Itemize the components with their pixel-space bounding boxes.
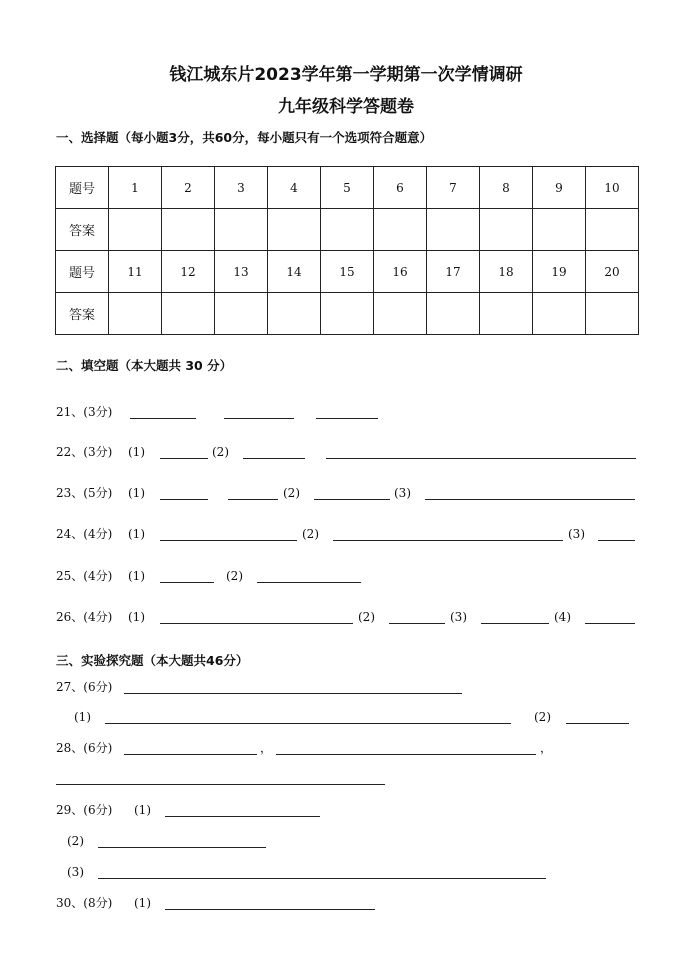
answer-cell[interactable] <box>427 209 480 251</box>
q25-blank-2[interactable] <box>257 582 361 583</box>
answer-cell[interactable] <box>162 209 215 251</box>
table-row <box>56 209 639 251</box>
row-label-answer: 答案 <box>56 293 109 335</box>
q30-blank-1[interactable] <box>165 909 375 910</box>
q22-blank-1[interactable] <box>160 458 208 459</box>
answer-cell[interactable] <box>268 209 321 251</box>
q21-label: 21、(3分) <box>56 405 113 419</box>
answer-cell[interactable] <box>586 293 639 335</box>
question-number: 15 <box>321 251 374 293</box>
question-number: 10 <box>586 167 639 209</box>
question-number: 19 <box>533 251 586 293</box>
q23-part-1: (1) <box>128 486 145 500</box>
question-number: 8 <box>480 167 533 209</box>
q29-blank-2[interactable] <box>98 847 266 848</box>
answer-cell[interactable] <box>321 293 374 335</box>
q28-separator-1: ， <box>260 741 273 755</box>
q26-part-1: (1) <box>128 610 145 624</box>
q28-label: 28、(6分) <box>56 741 113 755</box>
answer-cell[interactable] <box>533 293 586 335</box>
q21-blank-3[interactable] <box>316 418 378 419</box>
section-choice-heading: 一、选择题（每小题3分，共60分，每小题只有一个选项符合题意） <box>56 130 433 145</box>
q23-blank-3[interactable] <box>314 499 390 500</box>
answer-cell[interactable] <box>215 293 268 335</box>
q23-blank-4[interactable] <box>425 499 635 500</box>
q22-blank-3[interactable] <box>326 458 636 459</box>
q25-part-2: (2) <box>226 569 243 583</box>
answer-cell[interactable] <box>533 209 586 251</box>
q24-blank-2[interactable] <box>333 540 563 541</box>
question-number: 7 <box>427 167 480 209</box>
q30-part-1: (1) <box>134 896 151 910</box>
q28-blank-2[interactable] <box>276 754 536 755</box>
question-number: 1 <box>109 167 162 209</box>
question-number: 20 <box>586 251 639 293</box>
answer-cell[interactable] <box>586 209 639 251</box>
q26-blank-2[interactable] <box>389 623 445 624</box>
q24-part-2: (2) <box>302 527 319 541</box>
q26-part-3: (3) <box>450 610 467 624</box>
q26-blank-1[interactable] <box>160 623 353 624</box>
question-number: 4 <box>268 167 321 209</box>
q26-label: 26、(4分) <box>56 610 113 624</box>
q25-label: 25、(4分) <box>56 569 113 583</box>
answer-cell[interactable] <box>109 293 162 335</box>
q24-blank-1[interactable] <box>160 540 297 541</box>
q27-part-2: (2) <box>534 710 551 724</box>
answer-cell[interactable] <box>268 293 321 335</box>
row-label-number: 题号 <box>56 167 109 209</box>
q29-part-2: (2) <box>67 834 84 848</box>
answer-cell[interactable] <box>480 293 533 335</box>
q27-blank-0[interactable] <box>124 693 462 694</box>
question-number: 9 <box>533 167 586 209</box>
q24-part-1: (1) <box>128 527 145 541</box>
question-number: 5 <box>321 167 374 209</box>
q22-part-1: (1) <box>128 445 145 459</box>
q28-separator-2: ， <box>540 741 553 755</box>
q29-part-1: (1) <box>134 803 151 817</box>
q21-blank-1[interactable] <box>130 418 196 419</box>
q22-blank-2[interactable] <box>243 458 305 459</box>
q29-blank-3[interactable] <box>98 878 546 879</box>
q24-label: 24、(4分) <box>56 527 113 541</box>
question-number: 12 <box>162 251 215 293</box>
q25-part-1: (1) <box>128 569 145 583</box>
answer-cell[interactable] <box>109 209 162 251</box>
page-title: 钱江城东片2023学年第一学期第一次学情调研 <box>169 65 523 85</box>
answer-cell[interactable] <box>215 209 268 251</box>
q22-part-2: (2) <box>212 445 229 459</box>
q29-part-3: (3) <box>67 865 84 879</box>
question-number: 13 <box>215 251 268 293</box>
question-number: 17 <box>427 251 480 293</box>
q27-blank-1[interactable] <box>105 723 511 724</box>
page-subtitle: 九年级科学答题卷 <box>278 97 414 117</box>
section-experiment-heading: 三、实验探究题（本大题共46分） <box>56 653 249 668</box>
question-number: 3 <box>215 167 268 209</box>
question-number: 2 <box>162 167 215 209</box>
answer-cell[interactable] <box>162 293 215 335</box>
q23-part-2: (2) <box>283 486 300 500</box>
q23-blank-2[interactable] <box>228 499 278 500</box>
question-number: 16 <box>374 251 427 293</box>
q26-blank-4[interactable] <box>585 623 635 624</box>
table-row <box>56 167 639 209</box>
answer-cell[interactable] <box>427 293 480 335</box>
question-number: 11 <box>109 251 162 293</box>
answer-table <box>55 166 639 335</box>
q22-label: 22、(3分) <box>56 445 113 459</box>
q28-blank-3[interactable] <box>56 784 385 785</box>
table-row <box>56 251 639 293</box>
q25-blank-1[interactable] <box>160 582 214 583</box>
q26-part-2: (2) <box>358 610 375 624</box>
q26-blank-3[interactable] <box>481 623 549 624</box>
row-label-answer: 答案 <box>56 209 109 251</box>
q21-blank-2[interactable] <box>224 418 294 419</box>
table-row <box>56 293 639 335</box>
q30-label: 30、(8分) <box>56 896 113 910</box>
section-fill-heading: 二、填空题（本大题共 30 分） <box>56 358 233 373</box>
question-number: 14 <box>268 251 321 293</box>
q28-blank-1[interactable] <box>124 754 257 755</box>
q29-blank-1[interactable] <box>165 816 320 817</box>
question-number: 18 <box>480 251 533 293</box>
q26-part-4: (4) <box>554 610 571 624</box>
question-number: 6 <box>374 167 427 209</box>
q24-part-3: (3) <box>568 527 585 541</box>
q27-part-1: (1) <box>74 710 91 724</box>
q23-blank-1[interactable] <box>160 499 208 500</box>
answer-cell[interactable] <box>374 293 427 335</box>
q27-blank-2[interactable] <box>566 723 629 724</box>
q24-blank-3[interactable] <box>598 540 635 541</box>
answer-cell[interactable] <box>321 209 374 251</box>
q27-label: 27、(6分) <box>56 680 113 694</box>
q23-label: 23、(5分) <box>56 486 113 500</box>
answer-cell[interactable] <box>374 209 427 251</box>
row-label-number: 题号 <box>56 251 109 293</box>
q29-label: 29、(6分) <box>56 803 113 817</box>
q23-part-3: (3) <box>394 486 411 500</box>
answer-cell[interactable] <box>480 209 533 251</box>
